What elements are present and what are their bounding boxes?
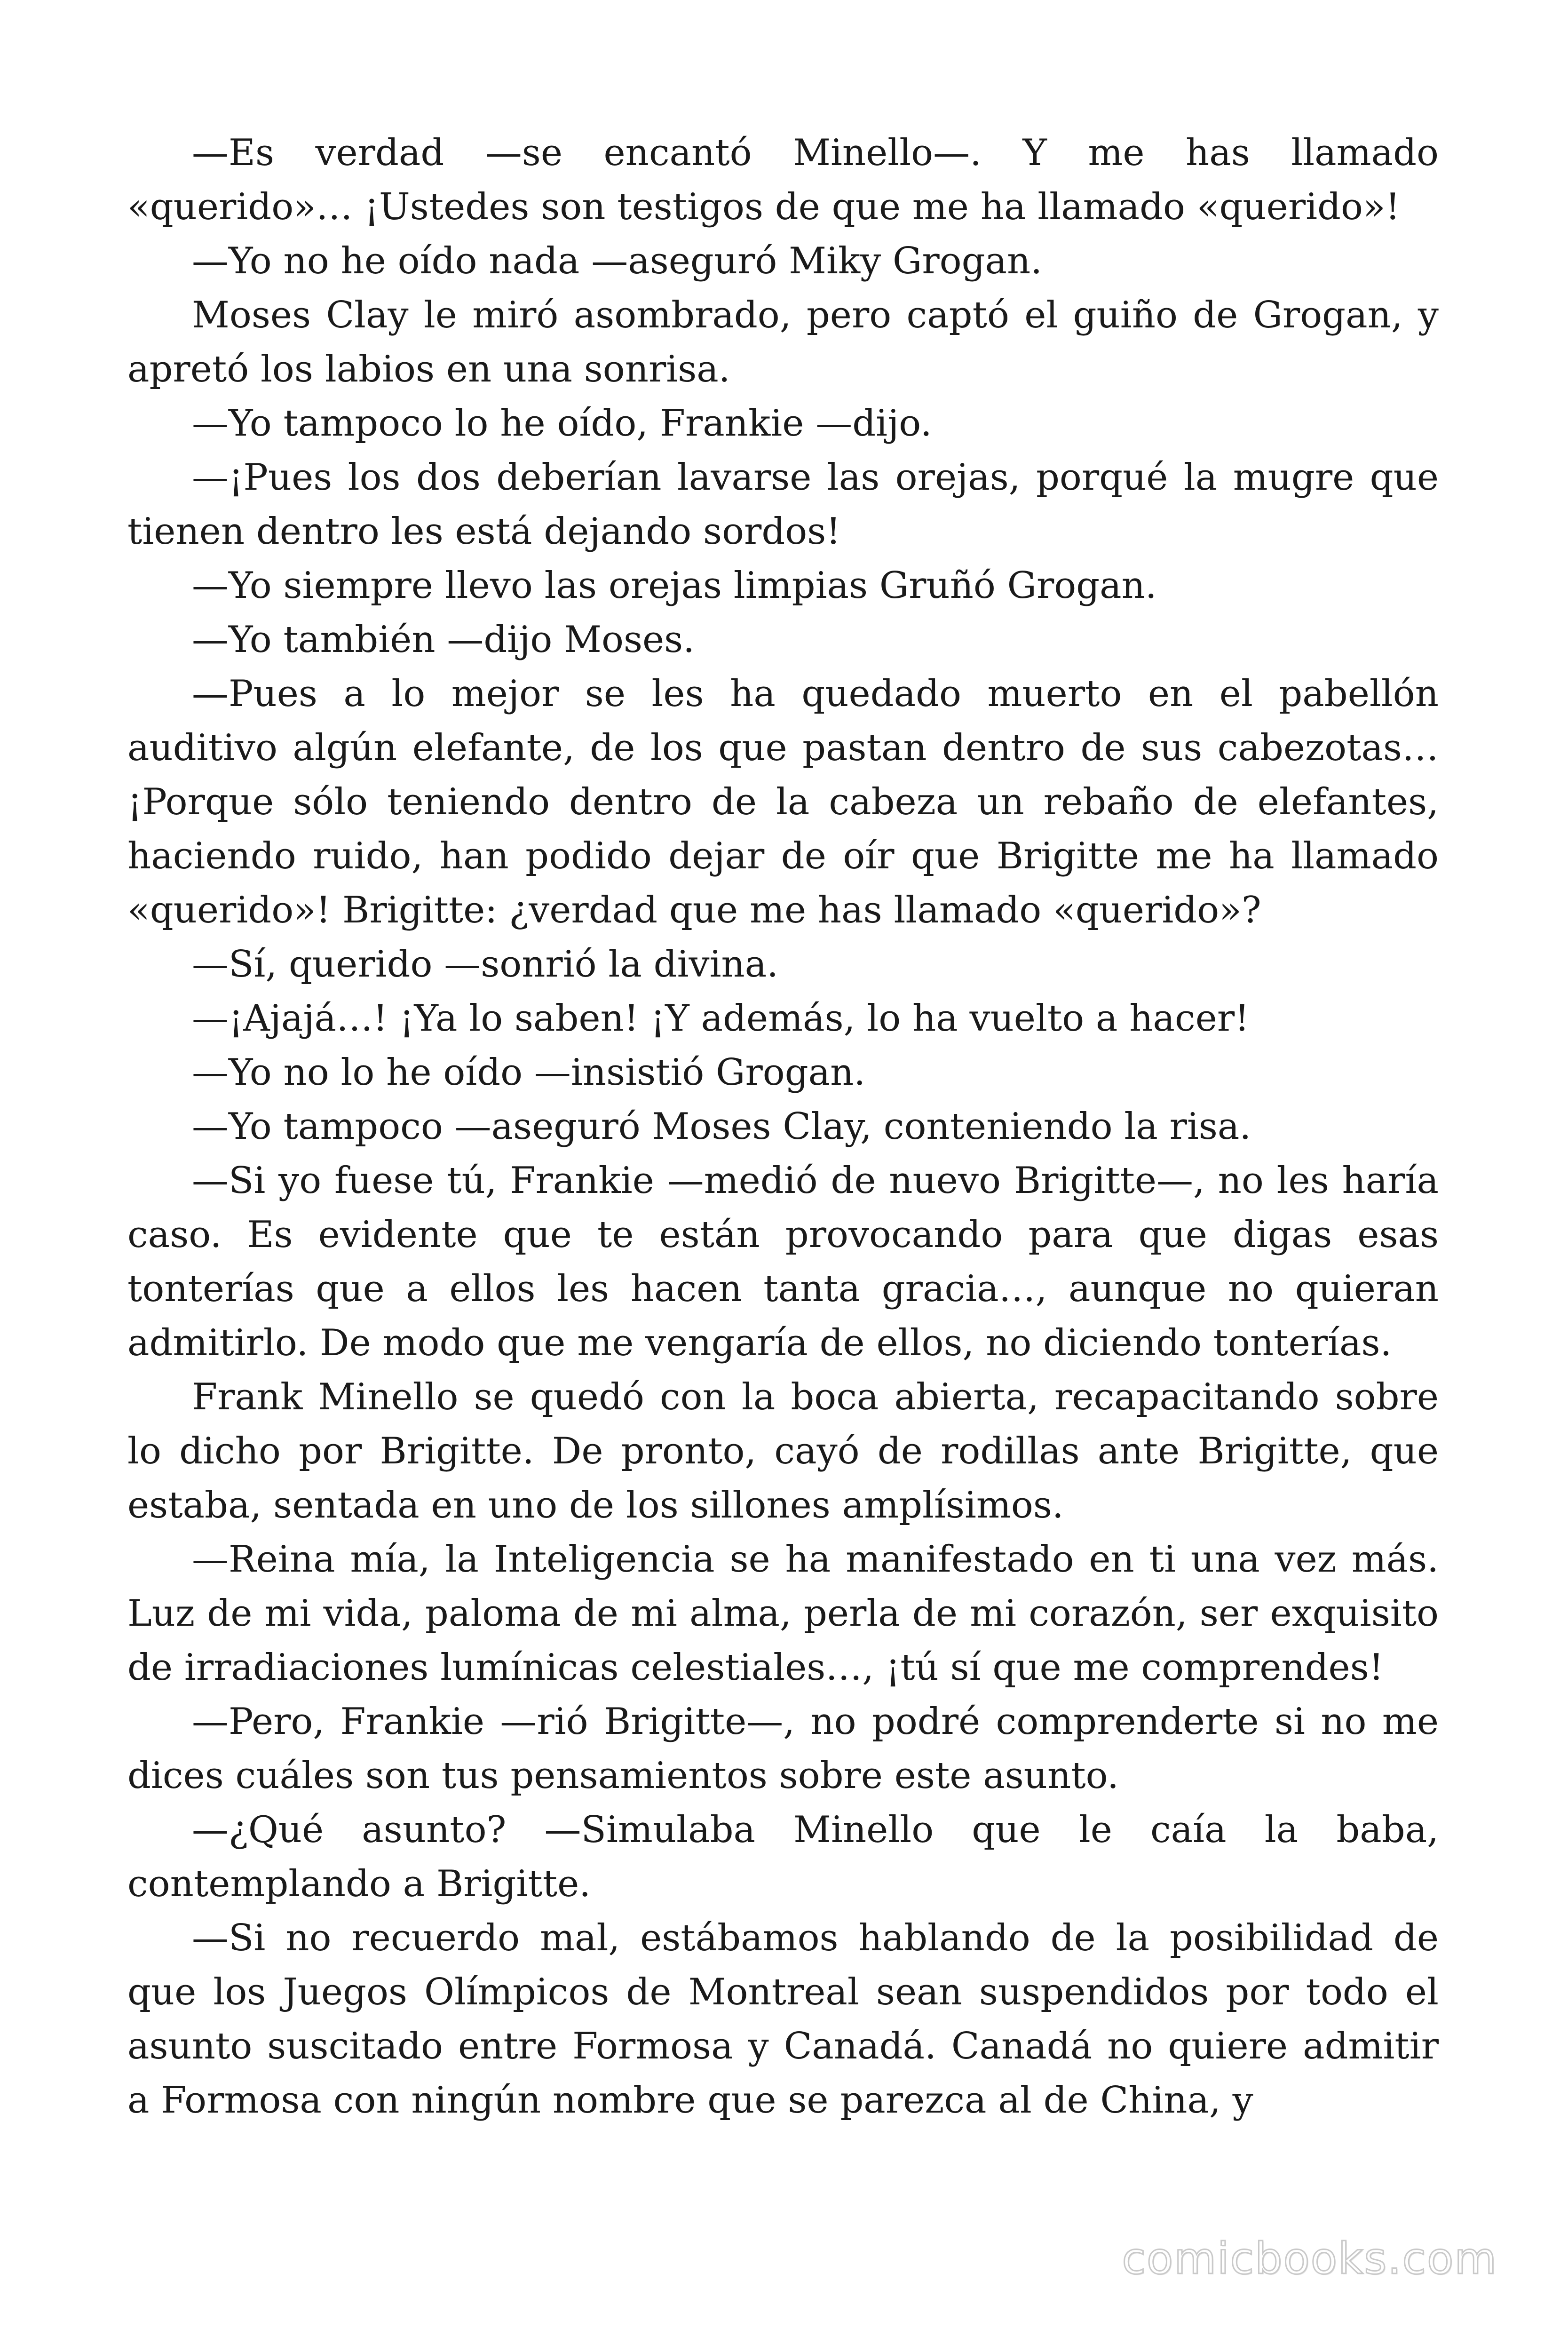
paragraph-6: —Yo siempre llevo las orejas limpias Gruñó Grogan. [192,564,1157,607]
paragraph-11: —Yo no lo he oído —insistió Grogan. [192,1051,866,1094]
paragraph-1: —Es verdad —se encantó Minello—. Y me has llamado «querido»… ¡Ustedes son testigos de que me ha llamado «querido»! [127,132,1439,228]
paragraph-3: Moses Clay le miró asombrado, pero captó el guiño de Grogan, y apretó los labios en una sonrisa. [127,294,1439,390]
paragraph-10: —¡Ajajá…! ¡Ya lo saben! ¡Y además, lo ha vuelto a hacer! [192,997,1250,1040]
page-body [127,126,1439,2128]
paragraph-5: —¡Pues los dos deberían lavarse las orejas, porqué la mugre que tienen dentro les está dejando sordos! [127,456,1439,553]
paragraph-16: —Pero, Frankie —rió Brigitte—, no podré comprenderte si no me dices cuáles son tus pensamientos sobre este asunto. [127,1700,1439,1797]
watermark: comicbooks.com [1122,2233,1497,2284]
paragraph-2: —Yo no he oído nada —aseguró Miky Grogan. [192,240,1043,282]
paragraph-12: —Yo tampoco —aseguró Moses Clay, conteniendo la risa. [192,1105,1251,1148]
paragraph-7: —Yo también —dijo Moses. [192,619,695,661]
paragraph-9: —Sí, querido —sonrió la divina. [192,943,779,985]
paragraph-13: —Si yo fuese tú, Frankie —medió de nuevo Brigitte—, no les haría caso. Es evidente que te están provocando para que digas esas tonterías que a ellos les hacen tanta gracia…, aunque no quieran admitirlo. De modo que me vengaría de ellos, no diciendo tonterías. [127,1160,1439,1364]
paragraph-17: —¿Qué asunto? —Simulaba Minello que le caía la baba, contemplando a Brigitte. [127,1809,1439,1905]
paragraph-14: Frank Minello se quedó con la boca abierta, recapacitando sobre lo dicho por Brigitte. De pronto, cayó de rodillas ante Brigitte, que estaba, sentada en uno de los sillones amplísimos. [127,1376,1439,1526]
paragraph-4: —Yo tampoco lo he oído, Frankie —dijo. [192,402,932,445]
paragraph-18: —Si no recuerdo mal, estábamos hablando de la posibilidad de que los Juegos Olímpicos de Montreal sean suspendidos por todo el asunto suscitado entre Formosa y Canadá. Canadá no quiere admitir a Formosa con ningún nombre que se parezca al de China, y [127,1917,1439,2122]
paragraph-15: —Reina mía, la Inteligencia se ha manifestado en ti una vez más. Luz de mi vida, paloma de mi alma, perla de mi corazón, ser exquisito de irradiaciones lumínicas celestiales…, ¡tú sí que me comprendes! [127,1538,1439,1689]
paragraph-8: —Pues a lo mejor se les ha quedado muerto en el pabellón auditivo algún elefante, de los que pastan dentro de sus cabezotas… ¡Porque sólo teniendo dentro de la cabeza un rebaño de elefantes, haciendo ruido, han podido dejar de oír que Brigitte me ha llamado «querido»! Brigitte: ¿verdad que me has llamado «querido»? [127,673,1439,931]
